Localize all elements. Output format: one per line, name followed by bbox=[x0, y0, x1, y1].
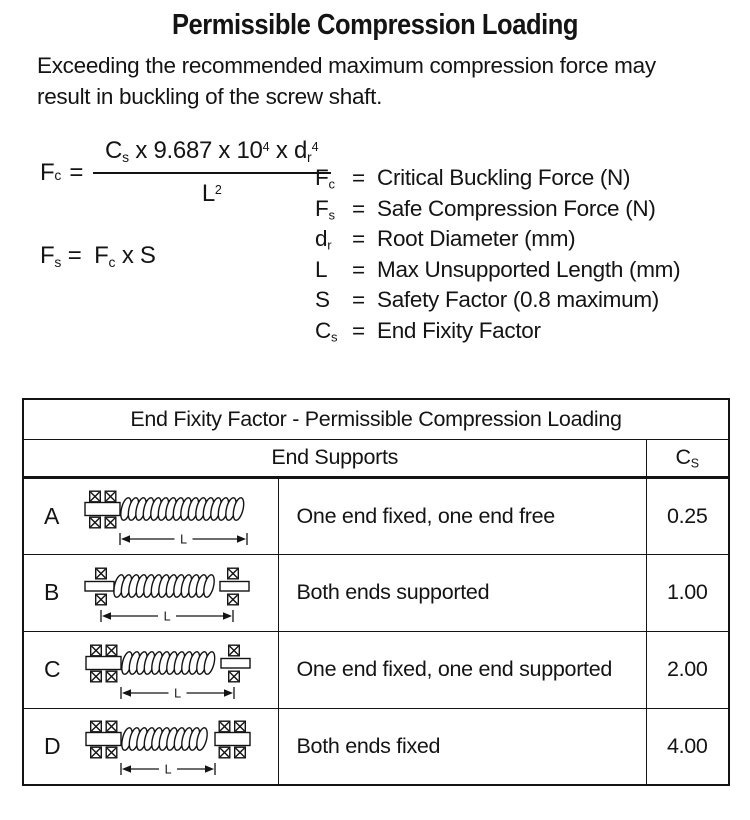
diagram-one-end-fixed-one-end-supported bbox=[84, 639, 252, 701]
table-title-row bbox=[23, 399, 729, 439]
table-header-row bbox=[23, 439, 729, 477]
definition-fc: Fc = Critical Buckling Force (N) bbox=[315, 165, 631, 192]
formula-safe-compression: Fs = Fc x S bbox=[40, 242, 156, 270]
table-row-d bbox=[23, 708, 729, 785]
equals-sign: = bbox=[67, 242, 82, 269]
svg-text:L: L bbox=[174, 686, 182, 700]
equals-sign: = bbox=[69, 158, 84, 186]
table-title: End Fixity Factor - Permissible Compression Loading bbox=[23, 399, 729, 439]
definition-dr: dr = Root Diameter (mm) bbox=[315, 226, 576, 253]
svg-text:L: L bbox=[180, 532, 187, 547]
definition-fs: Fs = Safe Compression Force (N) bbox=[315, 195, 656, 223]
diagram-both-ends-supported bbox=[83, 562, 251, 624]
table-row-b bbox=[23, 554, 729, 631]
end-fixity-table bbox=[22, 398, 730, 786]
intro-text bbox=[37, 50, 727, 112]
definition-l: L = Max Unsupported Length (mm) bbox=[315, 256, 681, 282]
dimension-line bbox=[121, 763, 215, 777]
dimension-line bbox=[121, 686, 234, 700]
end-support-description: Both ends fixed bbox=[278, 708, 646, 785]
dimension-line bbox=[120, 533, 247, 547]
table-row-c bbox=[23, 631, 729, 708]
fraction-denominator: $L^2$ bbox=[201, 180, 222, 207]
diagram-both-ends-fixed bbox=[84, 715, 252, 777]
end-support-description: Both ends supported bbox=[278, 554, 646, 631]
cs-value: 0.25 bbox=[646, 477, 729, 554]
row-label: B bbox=[44, 579, 60, 605]
end-support-description: One end fixed, one end free bbox=[278, 477, 646, 554]
intro-line-1: Exceeding the recommended maximum compression force may bbox=[37, 53, 656, 78]
definitions-list bbox=[315, 165, 680, 348]
formula-critical-buckling bbox=[40, 137, 331, 208]
definition-s: S = Safety Factor (0.8 maximum) bbox=[315, 287, 659, 312]
row-label: C bbox=[44, 656, 61, 682]
dimension-line bbox=[101, 609, 233, 623]
formula-fc-symbol: F c bbox=[40, 158, 62, 186]
column-header-end-supports: End Supports bbox=[23, 439, 646, 477]
svg-text:L: L bbox=[164, 762, 172, 777]
fraction-numerator: Cs x 9.687 x $10^4$ x $dr^4$ bbox=[93, 137, 331, 174]
cs-value: 1.00 bbox=[646, 554, 729, 631]
page-title: Permissible Compression Loading bbox=[171, 9, 579, 41]
table-row-a bbox=[23, 477, 729, 554]
end-support-description: One end fixed, one end supported bbox=[278, 631, 646, 708]
intro-line-2: result in buckling of the screw shaft. bbox=[37, 84, 383, 109]
svg-text:L: L bbox=[163, 609, 171, 623]
column-header-cs: CS bbox=[646, 439, 729, 477]
cs-value: 4.00 bbox=[646, 708, 729, 785]
row-label: A bbox=[44, 502, 60, 529]
row-label: D bbox=[44, 732, 61, 759]
fraction bbox=[93, 137, 331, 208]
diagram-one-end-fixed-one-end-free bbox=[83, 485, 251, 547]
definition-cs: Cs = End Fixity Factor bbox=[315, 317, 541, 345]
cs-value: 2.00 bbox=[646, 631, 729, 708]
